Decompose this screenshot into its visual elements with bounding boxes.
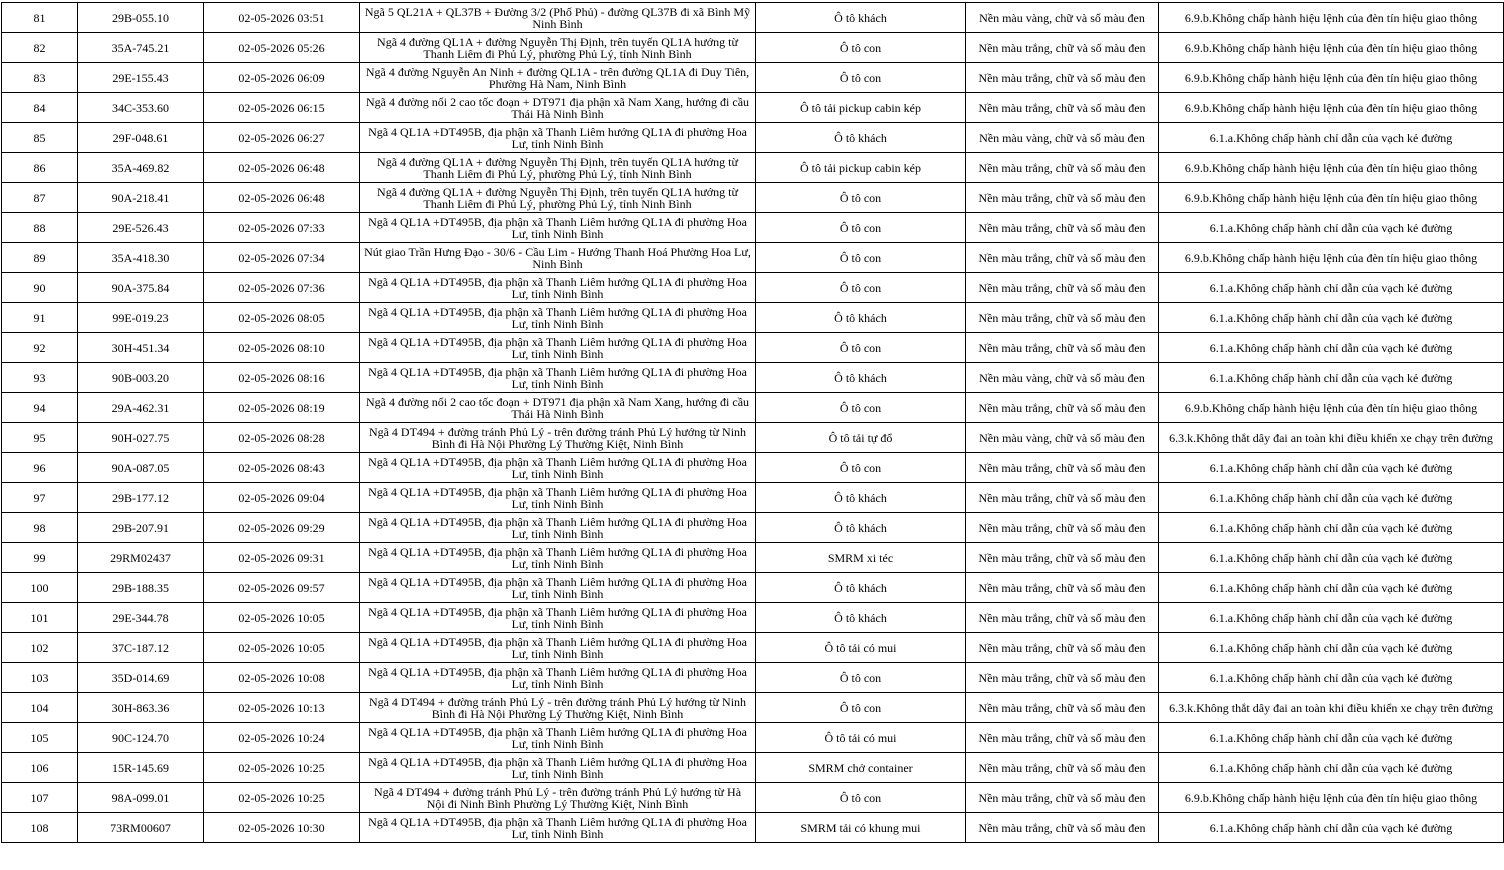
row-number-cell: 98 bbox=[2, 513, 78, 543]
vehicle-type-cell: Ô tô con bbox=[756, 33, 966, 63]
timestamp-cell: 02-05-2026 06:09 bbox=[204, 63, 360, 93]
row-number-cell: 92 bbox=[2, 333, 78, 363]
license-plate-cell: 37C-187.12 bbox=[78, 633, 204, 663]
license-plate-cell: 90H-027.75 bbox=[78, 423, 204, 453]
timestamp-cell: 02-05-2026 08:28 bbox=[204, 423, 360, 453]
table-row bbox=[2, 123, 1504, 153]
row-number-cell: 91 bbox=[2, 303, 78, 333]
violation-cell: 6.1.a.Không chấp hành chỉ dẫn của vạch kẻ đường bbox=[1159, 633, 1504, 663]
plate-color-cell: Nền màu trắng, chữ và số màu đen bbox=[966, 303, 1159, 333]
violation-cell: 6.9.b.Không chấp hành hiệu lệnh của đèn tín hiệu giao thông bbox=[1159, 243, 1504, 273]
location-cell: Ngã 4 DT494 + đường tránh Phủ Lý - trên đường tránh Phủ Lý hướng từ Ninh Bình đi Hà Nội Phường Lý Thường Kiệt, Ninh Bình bbox=[360, 423, 756, 453]
location-cell: Ngã 4 đường QL1A + đường Nguyễn Thị Định, trên tuyến QL1A hướng từ Thanh Liêm đi Phủ Lý, phường Phủ Lý, tỉnh Ninh Bình bbox=[360, 153, 756, 183]
violation-cell: 6.9.b.Không chấp hành hiệu lệnh của đèn tín hiệu giao thông bbox=[1159, 183, 1504, 213]
row-number-cell: 96 bbox=[2, 453, 78, 483]
plate-color-cell: Nền màu trắng, chữ và số màu đen bbox=[966, 573, 1159, 603]
violation-cell: 6.3.k.Không thắt dây đai an toàn khi điều khiển xe chạy trên đường bbox=[1159, 423, 1504, 453]
violation-cell: 6.1.a.Không chấp hành chỉ dẫn của vạch kẻ đường bbox=[1159, 213, 1504, 243]
location-cell: Ngã 4 QL1A +DT495B, địa phận xã Thanh Liêm hướng QL1A đi phường Hoa Lư, tỉnh Ninh Bình bbox=[360, 483, 756, 513]
row-number-cell: 88 bbox=[2, 213, 78, 243]
plate-color-cell: Nền màu trắng, chữ và số màu đen bbox=[966, 33, 1159, 63]
table-row bbox=[2, 63, 1504, 93]
violation-cell: 6.9.b.Không chấp hành hiệu lệnh của đèn tín hiệu giao thông bbox=[1159, 153, 1504, 183]
row-number-cell: 107 bbox=[2, 783, 78, 813]
timestamp-cell: 02-05-2026 08:10 bbox=[204, 333, 360, 363]
violation-cell: 6.1.a.Không chấp hành chỉ dẫn của vạch kẻ đường bbox=[1159, 303, 1504, 333]
location-cell: Ngã 4 DT494 + đường tránh Phủ Lý - trên đường tránh Phủ Lý hướng từ Ninh Bình đi Hà Nội Phường Lý Thường Kiệt, Ninh Bình bbox=[360, 693, 756, 723]
row-number-cell: 95 bbox=[2, 423, 78, 453]
vehicle-type-cell: Ô tô khách bbox=[756, 123, 966, 153]
row-number-cell: 84 bbox=[2, 93, 78, 123]
location-cell: Ngã 4 QL1A +DT495B, địa phận xã Thanh Liêm hướng QL1A đi phường Hoa Lư, tỉnh Ninh Bình bbox=[360, 363, 756, 393]
violation-cell: 6.1.a.Không chấp hành chỉ dẫn của vạch kẻ đường bbox=[1159, 603, 1504, 633]
table-body bbox=[2, 3, 1504, 843]
violation-cell: 6.1.a.Không chấp hành chỉ dẫn của vạch kẻ đường bbox=[1159, 363, 1504, 393]
table-row bbox=[2, 603, 1504, 633]
location-cell: Ngã 4 DT494 + đường tránh Phủ Lý - trên đường tránh Phủ Lý hướng từ Hà Nội đi Ninh Bình Phường Lý Thường Kiệt, Ninh Bình bbox=[360, 783, 756, 813]
row-number-cell: 99 bbox=[2, 543, 78, 573]
location-cell: Ngã 4 QL1A +DT495B, địa phận xã Thanh Liêm hướng QL1A đi phường Hoa Lư, tỉnh Ninh Bình bbox=[360, 663, 756, 693]
vehicle-type-cell: SMRM tải có khung mui bbox=[756, 813, 966, 843]
license-plate-cell: 30H-451.34 bbox=[78, 333, 204, 363]
plate-color-cell: Nền màu trắng, chữ và số màu đen bbox=[966, 333, 1159, 363]
location-cell: Ngã 4 QL1A +DT495B, địa phận xã Thanh Liêm hướng QL1A đi phường Hoa Lư, tỉnh Ninh Bình bbox=[360, 813, 756, 843]
vehicle-type-cell: Ô tô con bbox=[756, 273, 966, 303]
table-row bbox=[2, 333, 1504, 363]
row-number-cell: 87 bbox=[2, 183, 78, 213]
row-number-cell: 101 bbox=[2, 603, 78, 633]
row-number-cell: 83 bbox=[2, 63, 78, 93]
timestamp-cell: 02-05-2026 08:43 bbox=[204, 453, 360, 483]
table-row bbox=[2, 573, 1504, 603]
plate-color-cell: Nền màu trắng, chữ và số màu đen bbox=[966, 243, 1159, 273]
location-cell: Ngã 4 QL1A +DT495B, địa phận xã Thanh Liêm hướng QL1A đi phường Hoa Lư, tỉnh Ninh Bình bbox=[360, 273, 756, 303]
timestamp-cell: 02-05-2026 08:16 bbox=[204, 363, 360, 393]
plate-color-cell: Nền màu trắng, chữ và số màu đen bbox=[966, 93, 1159, 123]
timestamp-cell: 02-05-2026 10:25 bbox=[204, 753, 360, 783]
license-plate-cell: 34C-353.60 bbox=[78, 93, 204, 123]
plate-color-cell: Nền màu trắng, chữ và số màu đen bbox=[966, 813, 1159, 843]
vehicle-type-cell: Ô tô khách bbox=[756, 3, 966, 33]
license-plate-cell: 35A-469.82 bbox=[78, 153, 204, 183]
row-number-cell: 81 bbox=[2, 3, 78, 33]
vehicle-type-cell: Ô tô con bbox=[756, 333, 966, 363]
license-plate-cell: 98A-099.01 bbox=[78, 783, 204, 813]
plate-color-cell: Nền màu trắng, chữ và số màu đen bbox=[966, 513, 1159, 543]
vehicle-type-cell: Ô tô tải tự đổ bbox=[756, 423, 966, 453]
timestamp-cell: 02-05-2026 10:30 bbox=[204, 813, 360, 843]
license-plate-cell: 29B-177.12 bbox=[78, 483, 204, 513]
location-cell: Ngã 4 QL1A +DT495B, địa phận xã Thanh Liêm hướng QL1A đi phường Hoa Lư, tỉnh Ninh Bình bbox=[360, 723, 756, 753]
table-row bbox=[2, 513, 1504, 543]
license-plate-cell: 90A-087.05 bbox=[78, 453, 204, 483]
vehicle-type-cell: SMRM chở container bbox=[756, 753, 966, 783]
timestamp-cell: 02-05-2026 03:51 bbox=[204, 3, 360, 33]
license-plate-cell: 30H-863.36 bbox=[78, 693, 204, 723]
license-plate-cell: 90B-003.20 bbox=[78, 363, 204, 393]
location-cell: Ngã 4 QL1A +DT495B, địa phận xã Thanh Liêm hướng QL1A đi phường Hoa Lư, tỉnh Ninh Bình bbox=[360, 333, 756, 363]
location-cell: Ngã 4 QL1A +DT495B, địa phận xã Thanh Liêm hướng QL1A đi phường Hoa Lư, tỉnh Ninh Bình bbox=[360, 213, 756, 243]
plate-color-cell: Nền màu trắng, chữ và số màu đen bbox=[966, 663, 1159, 693]
timestamp-cell: 02-05-2026 09:29 bbox=[204, 513, 360, 543]
violation-cell: 6.9.b.Không chấp hành hiệu lệnh của đèn tín hiệu giao thông bbox=[1159, 93, 1504, 123]
table-row bbox=[2, 633, 1504, 663]
timestamp-cell: 02-05-2026 10:13 bbox=[204, 693, 360, 723]
row-number-cell: 90 bbox=[2, 273, 78, 303]
timestamp-cell: 02-05-2026 06:15 bbox=[204, 93, 360, 123]
timestamp-cell: 02-05-2026 07:36 bbox=[204, 273, 360, 303]
vehicle-type-cell: Ô tô con bbox=[756, 243, 966, 273]
row-number-cell: 85 bbox=[2, 123, 78, 153]
location-cell: Ngã 4 đường QL1A + đường Nguyễn Thị Định, trên tuyến QL1A hướng từ Thanh Liêm đi Phủ Lý, phường Phủ Lý, tỉnh Ninh Bình bbox=[360, 33, 756, 63]
vehicle-type-cell: Ô tô khách bbox=[756, 603, 966, 633]
license-plate-cell: 35D-014.69 bbox=[78, 663, 204, 693]
row-number-cell: 103 bbox=[2, 663, 78, 693]
violation-cell: 6.1.a.Không chấp hành chỉ dẫn của vạch kẻ đường bbox=[1159, 273, 1504, 303]
violation-cell: 6.9.b.Không chấp hành hiệu lệnh của đèn tín hiệu giao thông bbox=[1159, 783, 1504, 813]
plate-color-cell: Nền màu trắng, chữ và số màu đen bbox=[966, 633, 1159, 663]
vehicle-type-cell: Ô tô tải pickup cabin kép bbox=[756, 93, 966, 123]
plate-color-cell: Nền màu vàng, chữ và số màu đen bbox=[966, 3, 1159, 33]
vehicle-type-cell: SMRM xi téc bbox=[756, 543, 966, 573]
timestamp-cell: 02-05-2026 10:05 bbox=[204, 633, 360, 663]
table-row bbox=[2, 153, 1504, 183]
location-cell: Ngã 5 QL21A + QL37B + Đường 3/2 (Phố Phủ) - đường QL37B đi xã Bình Mỹ Ninh Bình bbox=[360, 3, 756, 33]
violation-cell: 6.1.a.Không chấp hành chỉ dẫn của vạch kẻ đường bbox=[1159, 333, 1504, 363]
vehicle-type-cell: Ô tô tải có mui bbox=[756, 633, 966, 663]
table-row bbox=[2, 753, 1504, 783]
timestamp-cell: 02-05-2026 08:19 bbox=[204, 393, 360, 423]
violation-cell: 6.3.k.Không thắt dây đai an toàn khi điều khiển xe chạy trên đường bbox=[1159, 693, 1504, 723]
row-number-cell: 105 bbox=[2, 723, 78, 753]
plate-color-cell: Nền màu trắng, chữ và số màu đen bbox=[966, 183, 1159, 213]
row-number-cell: 102 bbox=[2, 633, 78, 663]
license-plate-cell: 29B-207.91 bbox=[78, 513, 204, 543]
location-cell: Ngã 4 QL1A +DT495B, địa phận xã Thanh Liêm hướng QL1A đi phường Hoa Lư, tỉnh Ninh Bình bbox=[360, 543, 756, 573]
table-row bbox=[2, 423, 1504, 453]
violation-cell: 6.1.a.Không chấp hành chỉ dẫn của vạch kẻ đường bbox=[1159, 723, 1504, 753]
timestamp-cell: 02-05-2026 09:57 bbox=[204, 573, 360, 603]
vehicle-type-cell: Ô tô khách bbox=[756, 573, 966, 603]
row-number-cell: 100 bbox=[2, 573, 78, 603]
license-plate-cell: 35A-745.21 bbox=[78, 33, 204, 63]
vehicle-type-cell: Ô tô khách bbox=[756, 483, 966, 513]
plate-color-cell: Nền màu vàng, chữ và số màu đen bbox=[966, 423, 1159, 453]
violation-cell: 6.1.a.Không chấp hành chỉ dẫn của vạch kẻ đường bbox=[1159, 663, 1504, 693]
location-cell: Ngã 4 QL1A +DT495B, địa phận xã Thanh Liêm hướng QL1A đi phường Hoa Lư, tỉnh Ninh Bình bbox=[360, 573, 756, 603]
row-number-cell: 108 bbox=[2, 813, 78, 843]
table-row bbox=[2, 393, 1504, 423]
vehicle-type-cell: Ô tô con bbox=[756, 183, 966, 213]
timestamp-cell: 02-05-2026 06:48 bbox=[204, 183, 360, 213]
location-cell: Ngã 4 QL1A +DT495B, địa phận xã Thanh Liêm hướng QL1A đi phường Hoa Lư, tỉnh Ninh Bình bbox=[360, 513, 756, 543]
violation-cell: 6.1.a.Không chấp hành chỉ dẫn của vạch kẻ đường bbox=[1159, 123, 1504, 153]
table-row bbox=[2, 3, 1504, 33]
table-row bbox=[2, 303, 1504, 333]
row-number-cell: 89 bbox=[2, 243, 78, 273]
license-plate-cell: 29E-526.43 bbox=[78, 213, 204, 243]
violation-cell: 6.1.a.Không chấp hành chỉ dẫn của vạch kẻ đường bbox=[1159, 543, 1504, 573]
violation-cell: 6.1.a.Không chấp hành chỉ dẫn của vạch kẻ đường bbox=[1159, 513, 1504, 543]
table-row bbox=[2, 483, 1504, 513]
vehicle-type-cell: Ô tô con bbox=[756, 693, 966, 723]
location-cell: Ngã 4 QL1A +DT495B, địa phận xã Thanh Liêm hướng QL1A đi phường Hoa Lư, tỉnh Ninh Bình bbox=[360, 603, 756, 633]
table-row bbox=[2, 693, 1504, 723]
license-plate-cell: 29F-048.61 bbox=[78, 123, 204, 153]
violation-cell: 6.1.a.Không chấp hành chỉ dẫn của vạch kẻ đường bbox=[1159, 753, 1504, 783]
timestamp-cell: 02-05-2026 06:48 bbox=[204, 153, 360, 183]
plate-color-cell: Nền màu trắng, chữ và số màu đen bbox=[966, 63, 1159, 93]
table-row bbox=[2, 213, 1504, 243]
location-cell: Ngã 4 QL1A +DT495B, địa phận xã Thanh Liêm hướng QL1A đi phường Hoa Lư, tỉnh Ninh Bình bbox=[360, 303, 756, 333]
license-plate-cell: 99E-019.23 bbox=[78, 303, 204, 333]
license-plate-cell: 73RM00607 bbox=[78, 813, 204, 843]
vehicle-type-cell: Ô tô con bbox=[756, 453, 966, 483]
location-cell: Ngã 4 đường QL1A + đường Nguyễn Thị Định, trên tuyến QL1A hướng từ Thanh Liêm đi Phủ Lý, phường Phủ Lý, tỉnh Ninh Bình bbox=[360, 183, 756, 213]
license-plate-cell: 29E-155.43 bbox=[78, 63, 204, 93]
row-number-cell: 106 bbox=[2, 753, 78, 783]
plate-color-cell: Nền màu trắng, chữ và số màu đen bbox=[966, 603, 1159, 633]
license-plate-cell: 90A-375.84 bbox=[78, 273, 204, 303]
vehicle-type-cell: Ô tô tải pickup cabin kép bbox=[756, 153, 966, 183]
table-row bbox=[2, 243, 1504, 273]
timestamp-cell: 02-05-2026 08:05 bbox=[204, 303, 360, 333]
vehicle-type-cell: Ô tô con bbox=[756, 783, 966, 813]
license-plate-cell: 29B-055.10 bbox=[78, 3, 204, 33]
location-cell: Nút giao Trần Hưng Đạo - 30/6 - Cầu Lim - Hướng Thanh Hoá Phường Hoa Lư, Ninh Bình bbox=[360, 243, 756, 273]
vehicle-type-cell: Ô tô khách bbox=[756, 363, 966, 393]
license-plate-cell: 29A-462.31 bbox=[78, 393, 204, 423]
violation-cell: 6.1.a.Không chấp hành chỉ dẫn của vạch kẻ đường bbox=[1159, 813, 1504, 843]
timestamp-cell: 02-05-2026 07:34 bbox=[204, 243, 360, 273]
violations-table bbox=[1, 2, 1504, 843]
vehicle-type-cell: Ô tô con bbox=[756, 213, 966, 243]
plate-color-cell: Nền màu trắng, chữ và số màu đen bbox=[966, 753, 1159, 783]
violation-cell: 6.1.a.Không chấp hành chỉ dẫn của vạch kẻ đường bbox=[1159, 573, 1504, 603]
table-row bbox=[2, 663, 1504, 693]
plate-color-cell: Nền màu trắng, chữ và số màu đen bbox=[966, 483, 1159, 513]
license-plate-cell: 29RM02437 bbox=[78, 543, 204, 573]
timestamp-cell: 02-05-2026 10:05 bbox=[204, 603, 360, 633]
plate-color-cell: Nền màu trắng, chữ và số màu đen bbox=[966, 783, 1159, 813]
timestamp-cell: 02-05-2026 09:04 bbox=[204, 483, 360, 513]
plate-color-cell: Nền màu trắng, chữ và số màu đen bbox=[966, 543, 1159, 573]
timestamp-cell: 02-05-2026 10:25 bbox=[204, 783, 360, 813]
table-row bbox=[2, 783, 1504, 813]
table-row bbox=[2, 33, 1504, 63]
vehicle-type-cell: Ô tô khách bbox=[756, 513, 966, 543]
vehicle-type-cell: Ô tô khách bbox=[756, 303, 966, 333]
violation-cell: 6.9.b.Không chấp hành hiệu lệnh của đèn tín hiệu giao thông bbox=[1159, 63, 1504, 93]
timestamp-cell: 02-05-2026 06:27 bbox=[204, 123, 360, 153]
license-plate-cell: 90A-218.41 bbox=[78, 183, 204, 213]
plate-color-cell: Nền màu trắng, chữ và số màu đen bbox=[966, 693, 1159, 723]
plate-color-cell: Nền màu trắng, chữ và số màu đen bbox=[966, 723, 1159, 753]
timestamp-cell: 02-05-2026 07:33 bbox=[204, 213, 360, 243]
plate-color-cell: Nền màu vàng, chữ và số màu đen bbox=[966, 363, 1159, 393]
row-number-cell: 97 bbox=[2, 483, 78, 513]
license-plate-cell: 29E-344.78 bbox=[78, 603, 204, 633]
vehicle-type-cell: Ô tô tải có mui bbox=[756, 723, 966, 753]
license-plate-cell: 29B-188.35 bbox=[78, 573, 204, 603]
plate-color-cell: Nền màu vàng, chữ và số màu đen bbox=[966, 123, 1159, 153]
row-number-cell: 93 bbox=[2, 363, 78, 393]
row-number-cell: 82 bbox=[2, 33, 78, 63]
vehicle-type-cell: Ô tô con bbox=[756, 663, 966, 693]
plate-color-cell: Nền màu trắng, chữ và số màu đen bbox=[966, 213, 1159, 243]
location-cell: Ngã 4 QL1A +DT495B, địa phận xã Thanh Liêm hướng QL1A đi phường Hoa Lư, tỉnh Ninh Bình bbox=[360, 633, 756, 663]
table-row bbox=[2, 183, 1504, 213]
plate-color-cell: Nền màu trắng, chữ và số màu đen bbox=[966, 153, 1159, 183]
row-number-cell: 94 bbox=[2, 393, 78, 423]
location-cell: Ngã 4 đường nối 2 cao tốc đoạn + DT971 địa phận xã Nam Xang, hướng đi cầu Thái Hà Ninh Bình bbox=[360, 393, 756, 423]
row-number-cell: 104 bbox=[2, 693, 78, 723]
location-cell: Ngã 4 QL1A +DT495B, địa phận xã Thanh Liêm hướng QL1A đi phường Hoa Lư, tỉnh Ninh Bình bbox=[360, 453, 756, 483]
location-cell: Ngã 4 đường Nguyễn An Ninh + đường QL1A - trên đường QL1A đi Duy Tiên, Phường Hà Nam, Ninh Bình bbox=[360, 63, 756, 93]
timestamp-cell: 02-05-2026 09:31 bbox=[204, 543, 360, 573]
table-row bbox=[2, 723, 1504, 753]
row-number-cell: 86 bbox=[2, 153, 78, 183]
violation-cell: 6.9.b.Không chấp hành hiệu lệnh của đèn tín hiệu giao thông bbox=[1159, 393, 1504, 423]
vehicle-type-cell: Ô tô con bbox=[756, 63, 966, 93]
timestamp-cell: 02-05-2026 05:26 bbox=[204, 33, 360, 63]
plate-color-cell: Nền màu trắng, chữ và số màu đen bbox=[966, 453, 1159, 483]
license-plate-cell: 35A-418.30 bbox=[78, 243, 204, 273]
violation-cell: 6.9.b.Không chấp hành hiệu lệnh của đèn tín hiệu giao thông bbox=[1159, 33, 1504, 63]
violation-cell: 6.1.a.Không chấp hành chỉ dẫn của vạch kẻ đường bbox=[1159, 453, 1504, 483]
table-row bbox=[2, 543, 1504, 573]
table-row bbox=[2, 813, 1504, 843]
license-plate-cell: 15R-145.69 bbox=[78, 753, 204, 783]
timestamp-cell: 02-05-2026 10:08 bbox=[204, 663, 360, 693]
table-row bbox=[2, 273, 1504, 303]
table-row bbox=[2, 363, 1504, 393]
violation-cell: 6.9.b.Không chấp hành hiệu lệnh của đèn tín hiệu giao thông bbox=[1159, 3, 1504, 33]
plate-color-cell: Nền màu trắng, chữ và số màu đen bbox=[966, 273, 1159, 303]
location-cell: Ngã 4 đường nối 2 cao tốc đoạn + DT971 địa phận xã Nam Xang, hướng đi cầu Thái Hà Ninh Bình bbox=[360, 93, 756, 123]
violation-cell: 6.1.a.Không chấp hành chỉ dẫn của vạch kẻ đường bbox=[1159, 483, 1504, 513]
location-cell: Ngã 4 QL1A +DT495B, địa phận xã Thanh Liêm hướng QL1A đi phường Hoa Lư, tỉnh Ninh Bình bbox=[360, 123, 756, 153]
timestamp-cell: 02-05-2026 10:24 bbox=[204, 723, 360, 753]
license-plate-cell: 90C-124.70 bbox=[78, 723, 204, 753]
table-row bbox=[2, 93, 1504, 123]
location-cell: Ngã 4 QL1A +DT495B, địa phận xã Thanh Liêm hướng QL1A đi phường Hoa Lư, tỉnh Ninh Bình bbox=[360, 753, 756, 783]
table-row bbox=[2, 453, 1504, 483]
plate-color-cell: Nền màu trắng, chữ và số màu đen bbox=[966, 393, 1159, 423]
vehicle-type-cell: Ô tô con bbox=[756, 393, 966, 423]
